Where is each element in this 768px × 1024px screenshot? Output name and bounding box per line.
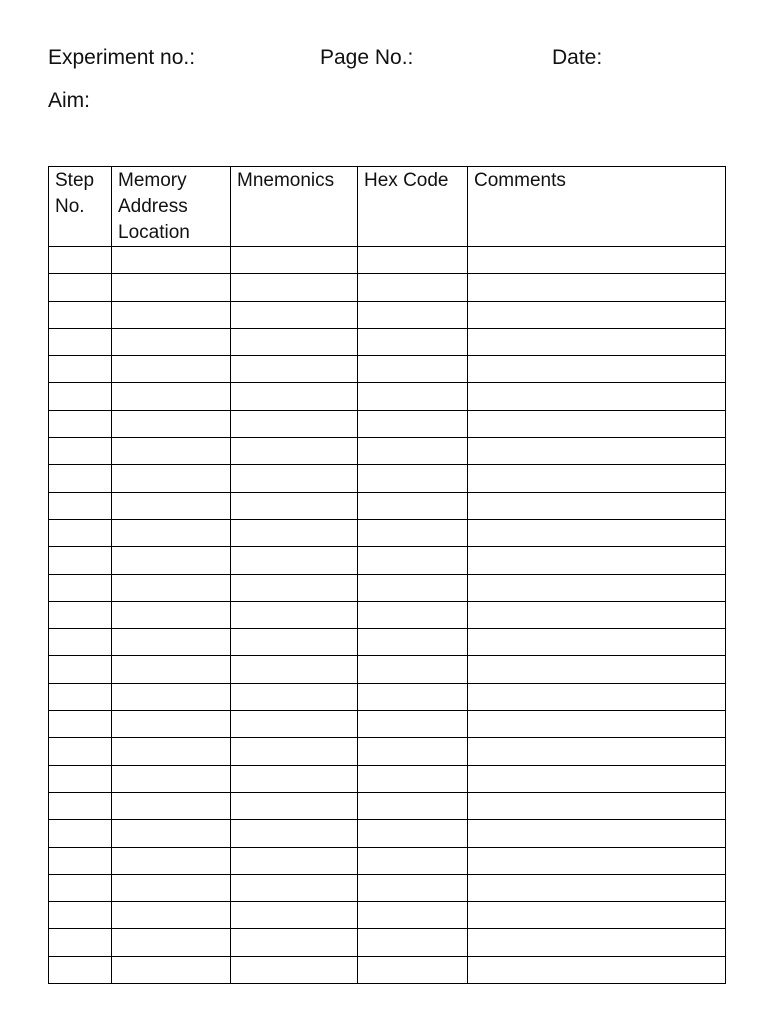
table-cell (112, 356, 231, 383)
column-header-label: Comments (474, 170, 566, 191)
table-cell (468, 247, 726, 274)
table-cell (112, 847, 231, 874)
table-cell (358, 656, 468, 683)
table-cell (112, 874, 231, 901)
table-cell (358, 247, 468, 274)
table-row (49, 519, 726, 546)
table-cell (231, 465, 358, 492)
table-cell (358, 547, 468, 574)
column-header-hex-code (358, 167, 468, 247)
table-row (49, 820, 726, 847)
table-cell (358, 765, 468, 792)
table-row (49, 792, 726, 819)
table-cell (112, 956, 231, 983)
table-cell (358, 492, 468, 519)
table-cell (112, 247, 231, 274)
table-cell (112, 438, 231, 465)
table-cell (358, 902, 468, 929)
column-header-comments (468, 167, 726, 247)
table-cell (358, 328, 468, 355)
table-cell (358, 574, 468, 601)
table-cell (49, 383, 112, 410)
table-row (49, 492, 726, 519)
table-cell (49, 738, 112, 765)
table-cell (231, 683, 358, 710)
table-cell (231, 274, 358, 301)
table-cell (468, 492, 726, 519)
table-cell (231, 792, 358, 819)
table-cell (358, 601, 468, 628)
table-cell (358, 683, 468, 710)
column-header-memory-address-location (112, 167, 231, 247)
table-cell (358, 274, 468, 301)
table-cell (112, 492, 231, 519)
table-cell (231, 874, 358, 901)
table-row (49, 629, 726, 656)
table-cell (468, 820, 726, 847)
table-cell (468, 601, 726, 628)
table-cell (49, 328, 112, 355)
page-no-label: Page No.: (320, 46, 414, 69)
table-cell (468, 356, 726, 383)
table-cell (112, 929, 231, 956)
table-cell (49, 465, 112, 492)
table-cell (231, 356, 358, 383)
table-cell (231, 410, 358, 437)
table-row (49, 356, 726, 383)
table-cell (358, 820, 468, 847)
table-cell (468, 847, 726, 874)
table-cell (468, 956, 726, 983)
date-label: Date: (552, 46, 603, 69)
table-cell (358, 929, 468, 956)
table-cell (358, 629, 468, 656)
table-cell (49, 574, 112, 601)
table-row (49, 738, 726, 765)
table-cell (112, 738, 231, 765)
table-row (49, 601, 726, 628)
table-cell (112, 820, 231, 847)
table-row (49, 656, 726, 683)
table-cell (49, 601, 112, 628)
table-cell (231, 929, 358, 956)
table-cell (358, 956, 468, 983)
table-cell (468, 574, 726, 601)
table-cell (49, 874, 112, 901)
table-cell (231, 629, 358, 656)
table-cell (358, 711, 468, 738)
table-cell (112, 902, 231, 929)
table-cell (231, 519, 358, 546)
table-cell (112, 792, 231, 819)
table-row (49, 301, 726, 328)
table-cell (231, 492, 358, 519)
table-cell (468, 874, 726, 901)
table-cell (49, 547, 112, 574)
table-row (49, 929, 726, 956)
table-cell (49, 356, 112, 383)
table-cell (358, 465, 468, 492)
table-cell (112, 328, 231, 355)
experiment-no-label: Experiment no.: (48, 46, 196, 69)
table-row (49, 765, 726, 792)
table-cell (468, 683, 726, 710)
table-cell (112, 683, 231, 710)
table-cell (231, 902, 358, 929)
table-cell (231, 383, 358, 410)
table-cell (49, 629, 112, 656)
table-row (49, 247, 726, 274)
table-row (49, 274, 726, 301)
table-cell (112, 629, 231, 656)
table-cell (112, 547, 231, 574)
table-cell (49, 492, 112, 519)
table-cell (231, 547, 358, 574)
table-cell (468, 765, 726, 792)
table-cell (49, 929, 112, 956)
table-cell (49, 301, 112, 328)
column-header-mnemonics (231, 167, 358, 247)
table-cell (49, 820, 112, 847)
table-cell (468, 656, 726, 683)
table-cell (468, 929, 726, 956)
table-cell (112, 383, 231, 410)
table-cell (358, 410, 468, 437)
table-cell (49, 438, 112, 465)
table-row (49, 956, 726, 983)
table-cell (112, 274, 231, 301)
table-cell (468, 519, 726, 546)
table-cell (468, 738, 726, 765)
table-cell (231, 328, 358, 355)
table-row (49, 547, 726, 574)
table-cell (358, 874, 468, 901)
table-cell (468, 301, 726, 328)
table-cell (468, 547, 726, 574)
table-cell (358, 519, 468, 546)
table-cell (112, 765, 231, 792)
table-cell (49, 711, 112, 738)
table-row (49, 874, 726, 901)
table-cell (231, 656, 358, 683)
table-cell (468, 438, 726, 465)
table-cell (112, 465, 231, 492)
column-header-label: Mnemonics (237, 170, 335, 191)
table-row (49, 438, 726, 465)
table-row (49, 574, 726, 601)
table-cell (468, 383, 726, 410)
table-cell (231, 711, 358, 738)
column-header-label: Memory Address Location (118, 170, 190, 243)
table-cell (468, 792, 726, 819)
table-cell (112, 301, 231, 328)
table-cell (49, 847, 112, 874)
table-header-row (49, 167, 726, 247)
table-cell (231, 438, 358, 465)
table-row (49, 711, 726, 738)
table-row (49, 683, 726, 710)
table-cell (358, 356, 468, 383)
table-cell (49, 410, 112, 437)
table-cell (49, 765, 112, 792)
table-cell (49, 792, 112, 819)
table-cell (231, 247, 358, 274)
column-header-label: Hex Code (364, 170, 449, 191)
table-cell (358, 738, 468, 765)
table-cell (49, 274, 112, 301)
table-row (49, 410, 726, 437)
table-cell (112, 410, 231, 437)
table-cell (358, 792, 468, 819)
table-cell (112, 601, 231, 628)
table-cell (49, 519, 112, 546)
table-cell (231, 765, 358, 792)
table-cell (358, 438, 468, 465)
table-cell (468, 274, 726, 301)
table-cell (358, 301, 468, 328)
table-cell (231, 738, 358, 765)
table-cell (231, 847, 358, 874)
table-cell (231, 956, 358, 983)
table-cell (358, 847, 468, 874)
table-cell (468, 711, 726, 738)
aim-label: Aim: (48, 89, 90, 112)
table-cell (468, 629, 726, 656)
table-cell (112, 519, 231, 546)
table-cell (112, 711, 231, 738)
column-header-label: Step No. (55, 170, 95, 217)
table-cell (468, 465, 726, 492)
table-row (49, 328, 726, 355)
table-cell (49, 247, 112, 274)
table-cell (49, 656, 112, 683)
table-cell (231, 301, 358, 328)
table-cell (358, 383, 468, 410)
table-cell (49, 956, 112, 983)
table-cell (49, 902, 112, 929)
table-body (49, 247, 726, 984)
table-cell (231, 820, 358, 847)
table-row (49, 902, 726, 929)
table-cell (112, 656, 231, 683)
table-cell (49, 683, 112, 710)
table-cell (468, 410, 726, 437)
table-cell (112, 574, 231, 601)
table-cell (468, 328, 726, 355)
table-cell (231, 574, 358, 601)
column-header-step-no (49, 167, 112, 247)
table-row (49, 847, 726, 874)
table-cell (231, 601, 358, 628)
table-row (49, 383, 726, 410)
table-cell (468, 902, 726, 929)
table-row (49, 465, 726, 492)
program-table (48, 166, 726, 984)
